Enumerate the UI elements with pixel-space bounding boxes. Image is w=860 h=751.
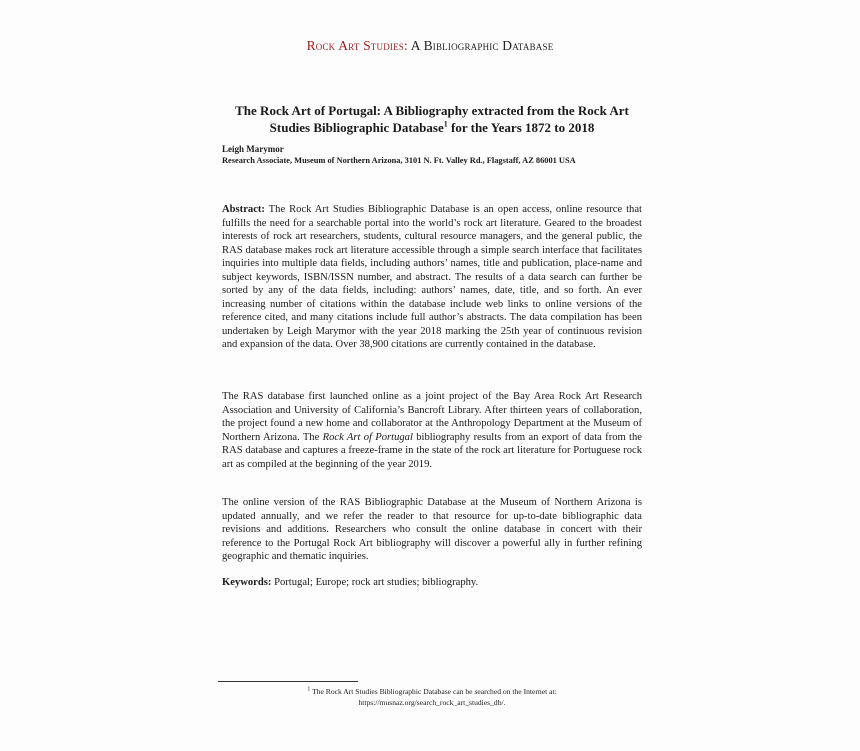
author-name: Leigh Marymor: [222, 144, 284, 154]
history-italic-title: Rock Art of Portugal: [322, 431, 413, 443]
title-years: for the Years 1872 to 2018: [447, 120, 595, 135]
online-version-paragraph: The online version of the RAS Bibliographic Database at the Museum of Northern Arizona is updated annually, and we refer the reader to that resource for up-to-date bibliographic data revisions and additions. Researchers who consult the online database in concert with their reference to the Portugal Rock Art bibliography will discover a powerful ally in further refining geographic and thematic inquiries.: [222, 497, 642, 562]
title-footnote-marker: 1: [443, 119, 448, 129]
keywords-line: [222, 576, 642, 590]
history-paragraph: [222, 390, 642, 471]
running-head: [0, 38, 860, 54]
footnote-line-1: [222, 686, 642, 697]
author-affiliation: Research Associate, Museum of Northern Arizona, 3101 N. Ft. Valley Rd., Flagstaff, AZ 86001 USA: [222, 156, 576, 165]
abstract-paragraph: [222, 203, 642, 352]
running-head-subtitle: A Bibliographic Database: [407, 38, 554, 53]
history-text-b: bibliography results from an export of data from the RAS database and captures a freeze-frame in the state of the rock art literature for Portuguese rock art as compiled at the beginning of the year 2019.: [222, 431, 643, 470]
abstract-label: Abstract:: [222, 204, 265, 215]
footnote-url: https://musnaz.org/search_rock_art_studies_db/.: [358, 698, 506, 707]
keywords-text: Portugal; Europe; rock art studies; bibliography.: [271, 577, 479, 588]
footnote-marker: 1: [307, 686, 311, 693]
abstract-text: The Rock Art Studies Bibliographic Database is an open access, online resource that fulfills the need for a searchable portal into the world’s rock art literature. Geared to the broadest interests of rock art researchers, students, cultural resource managers, and the general public, the RAS database makes rock art literature accessible through a simple search interface that facilitates inquiries into multiple data fields, including authors’ names, title and publication, place-name and subject keywords, ISBN/ISSN number, and abstract. The results of a data search can further be sorted by any of the data fields, including: authors’ names, date, title, and so forth. An ever increasing number of citations within the database include web links to online versions of the reference cited, and many citations include full author’s abstracts. The data compilation has been undertaken by Leigh Marymor with the year 2018 marking the 25th year of continuous revision and expansion of the data. Over 38,900 citations are currently contained in the database.: [222, 204, 642, 350]
title-main: The Rock Art of Portugal: A Bibliography extracted from the Rock Art Studies Bibliographic Database: [235, 103, 629, 135]
footnote-divider: [218, 681, 358, 682]
keywords-label: Keywords:: [222, 577, 272, 588]
history-text-a: The RAS database first launched online as a joint project of the Bay Area Rock Art Research Association and University of California’s Bancroft Library. After thirteen years of collaboration, the project found a new home and collaborator at the Anthropology Department at the Museum of Northern Arizona. The: [222, 391, 642, 443]
footnote-text: The Rock Art Studies Bibliographic Database can be searched on the Internet at:: [310, 687, 557, 696]
paper-title: [222, 102, 642, 136]
footnote: [222, 686, 642, 708]
running-head-series: Rock Art Studies:: [306, 38, 408, 53]
